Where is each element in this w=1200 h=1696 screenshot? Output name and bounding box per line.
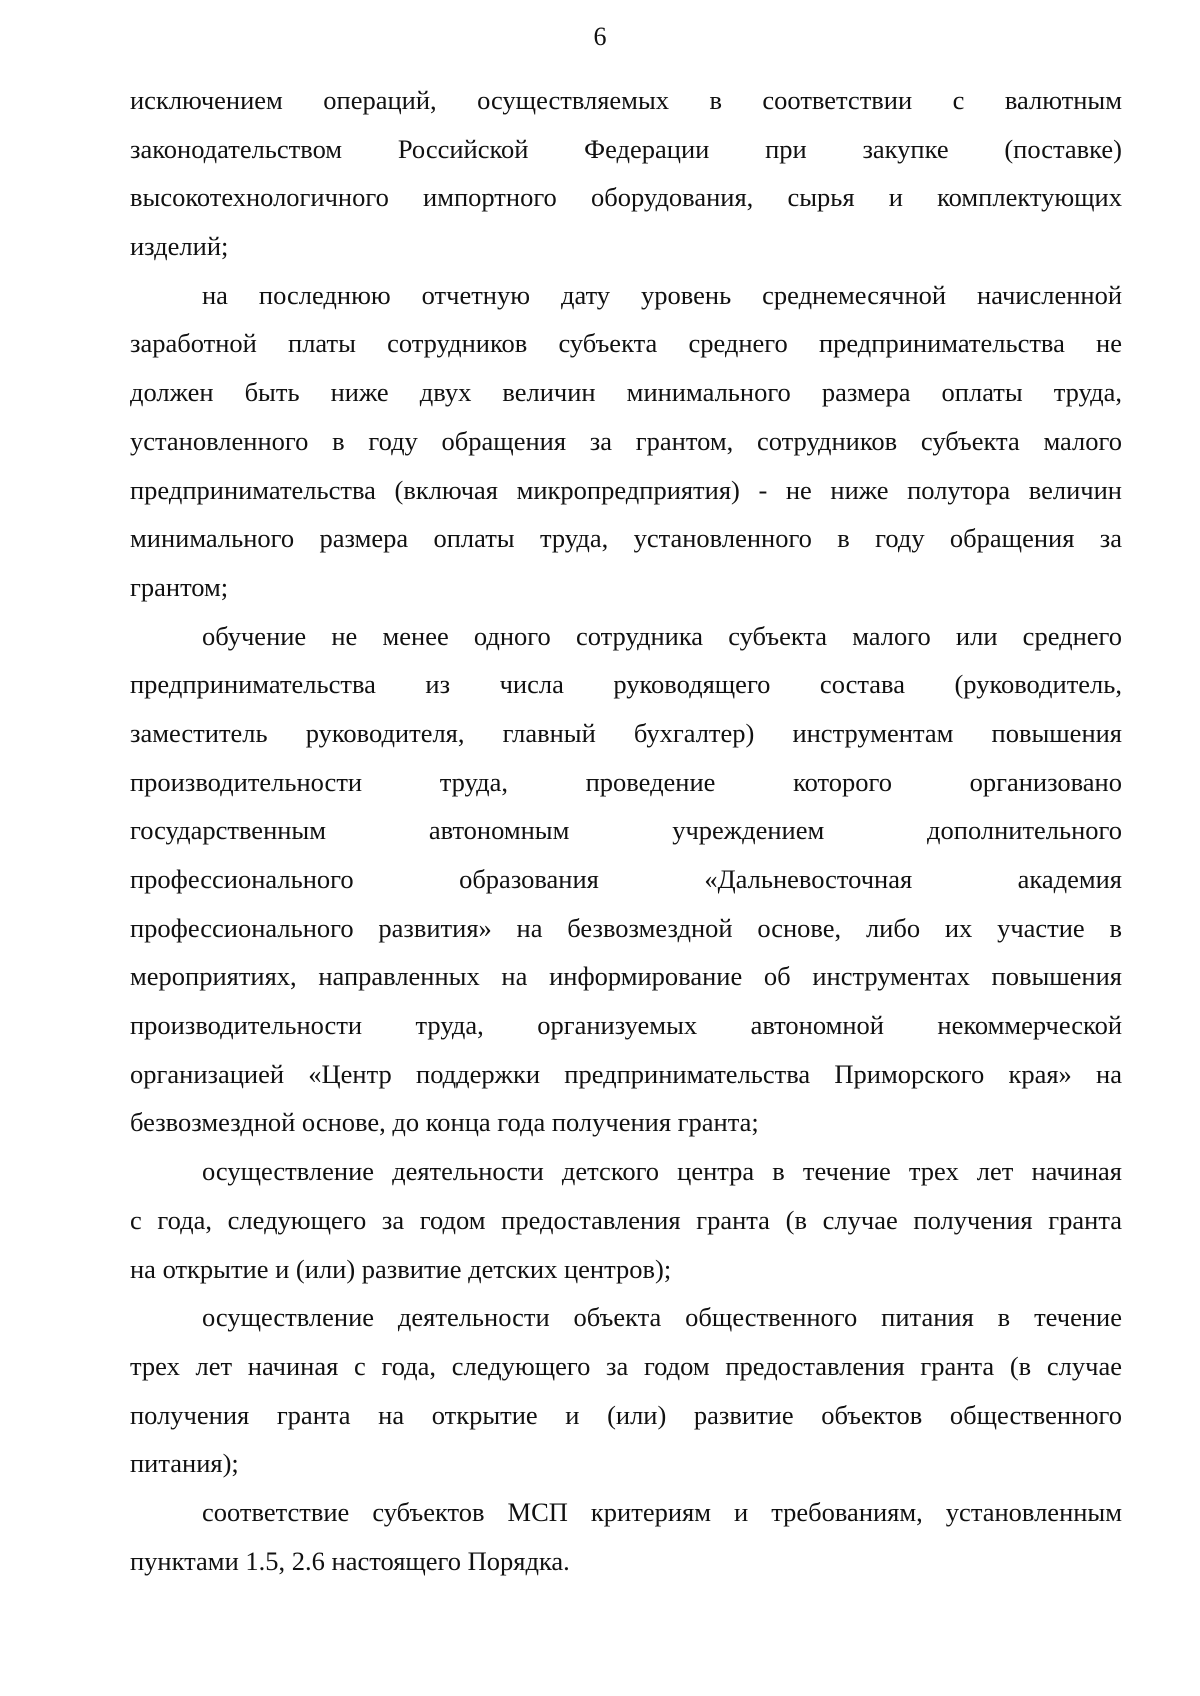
- text-line: профессионального образования «Дальневосточная академия: [130, 864, 1122, 894]
- text-line: законодательством Российской Федерации при закупке (поставке): [130, 133, 1122, 164]
- text-line: государственным автономным учреждением дополнительного: [130, 815, 1122, 846]
- text-line: на последнюю отчетную дату уровень среднемесячной начисленной: [202, 279, 1122, 310]
- text-line: исключением операций, осуществляемых в соответствии с валютным: [130, 85, 1122, 115]
- text-line: производительности труда, проведение которого организовано: [130, 766, 1122, 797]
- text-line: с года, следующего за годом предоставления гранта (в случае получения гранта: [130, 1204, 1122, 1235]
- text-line: предпринимательства из числа руководящего состава (руководитель,: [130, 669, 1122, 700]
- text-line: обучение не менее одного сотрудника субъекта малого или среднего: [202, 620, 1122, 651]
- text-line: организацией «Центр поддержки предпринимательства Приморского края» на: [130, 1058, 1122, 1089]
- text-line: установленного в году обращения за грантом, сотрудников субъекта малого: [130, 425, 1122, 456]
- text-line: профессионального развития» на безвозмездной основе, либо их участие в: [130, 912, 1122, 943]
- page-number: 6: [593, 22, 607, 51]
- text-line: безвозмездной основе, до конца года получения гранта;: [130, 1107, 759, 1138]
- text-line: должен быть ниже двух величин минимального размера оплаты труда,: [130, 377, 1122, 408]
- document-body: [130, 76, 1122, 1585]
- text-line: соответствие субъектов МСП критериям и требованиям, установленным: [202, 1496, 1122, 1527]
- text-line: осуществление деятельности детского центра в течение трех лет начиная: [202, 1156, 1122, 1187]
- text-line: осуществление деятельности объекта общественного питания в течение: [202, 1302, 1122, 1333]
- text-line: заработной платы сотрудников субъекта среднего предпринимательства не: [130, 328, 1122, 359]
- text-line: мероприятиях, направленных на информирование об инструментах повышения: [130, 961, 1122, 992]
- paragraph: [130, 1488, 1122, 1585]
- text-line: на открытие и (или) развитие детских центров);: [130, 1253, 672, 1284]
- text-line: изделий;: [130, 231, 229, 262]
- text-line: грантом;: [130, 571, 229, 602]
- paragraph: [130, 271, 1122, 612]
- text-line: пунктами 1.5, 2.6 настоящего Порядка.: [130, 1545, 570, 1576]
- paragraph: [130, 612, 1122, 1148]
- text-line: заместитель руководителя, главный бухгалтер) инструментам повышения: [130, 717, 1122, 748]
- text-line: минимального размера оплаты труда, установленного в году обращения за: [130, 523, 1122, 554]
- text-line: предпринимательства (включая микропредприятия) - не ниже полутора величин: [130, 474, 1122, 505]
- paragraph: [130, 76, 1122, 271]
- text-line: производительности труда, организуемых автономной некоммерческой: [130, 1010, 1122, 1041]
- text-line: высокотехнологичного импортного оборудования, сырья и комплектующих: [130, 182, 1122, 213]
- text-line: питания);: [130, 1448, 239, 1479]
- paragraph: [130, 1293, 1122, 1488]
- paragraph: [130, 1147, 1122, 1293]
- text-line: трех лет начиная с года, следующего за годом предоставления гранта (в случае: [130, 1350, 1122, 1381]
- text-line: получения гранта на открытие и (или) развитие объектов общественного: [130, 1399, 1122, 1430]
